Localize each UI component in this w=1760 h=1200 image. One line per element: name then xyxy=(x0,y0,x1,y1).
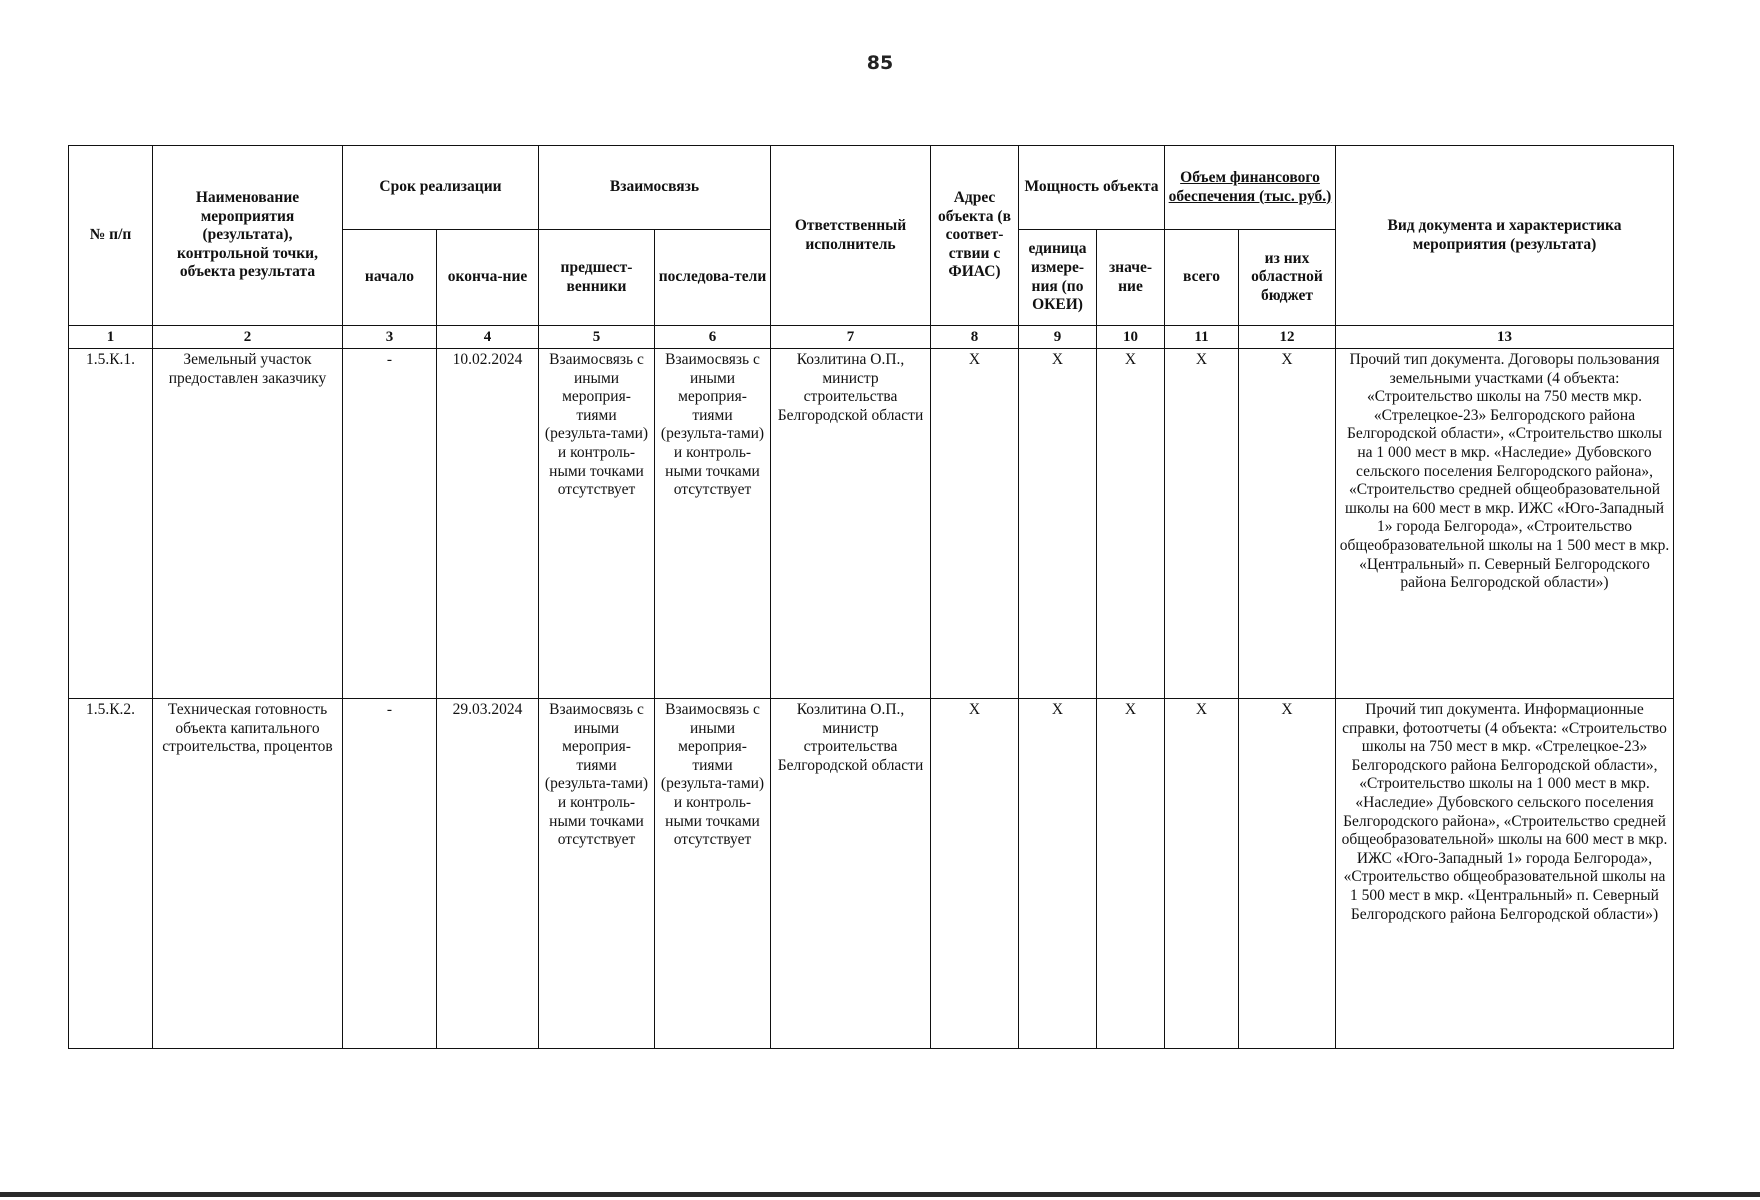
column-number: 1 xyxy=(69,326,153,349)
header-capacity: Мощность объекта xyxy=(1019,146,1165,230)
cell-end: 29.03.2024 xyxy=(437,699,539,1049)
table-row xyxy=(69,349,1674,699)
cell-name: Земельный участок предоставлен заказчику xyxy=(153,349,343,699)
cell-next: Взаимосвязь с иными мероприя-тиями (результа-тами) и контроль-ными точками отсутствует xyxy=(655,699,771,1049)
column-number: 2 xyxy=(153,326,343,349)
cell-address: X xyxy=(931,699,1019,1049)
cell-regional: X xyxy=(1239,349,1336,699)
header-num: № п/п xyxy=(69,146,153,326)
header-address: Адрес объекта (в соответ-ствии с ФИАС) xyxy=(931,146,1019,326)
cell-value: X xyxy=(1097,349,1165,699)
header-finance-text: Объем финансового обеспечения (тыс. руб.) xyxy=(1168,168,1332,205)
cell-address: X xyxy=(931,349,1019,699)
header-link-next: последова-тели xyxy=(655,230,771,326)
column-number: 7 xyxy=(771,326,931,349)
column-number-row xyxy=(69,326,1674,349)
cell-responsible: Козлитина О.П., министр строительства Белгородской области xyxy=(771,699,931,1049)
column-number: 10 xyxy=(1097,326,1165,349)
header-term: Срок реализации xyxy=(343,146,539,230)
cell-next: Взаимосвязь с иными мероприя-тиями (результа-тами) и контроль-ными точками отсутствует xyxy=(655,349,771,699)
header-link-prev: предшест-венники xyxy=(539,230,655,326)
header-term-end: оконча-ние xyxy=(437,230,539,326)
header-capacity-value: значе-ние xyxy=(1097,230,1165,326)
column-number: 11 xyxy=(1165,326,1239,349)
cell-total: X xyxy=(1165,349,1239,699)
cell-regional: X xyxy=(1239,699,1336,1049)
header-responsible: Ответственный исполнитель xyxy=(771,146,931,326)
header-name: Наименование мероприятия (результата), контрольной точки, объекта результата xyxy=(153,146,343,326)
column-number: 8 xyxy=(931,326,1019,349)
cell-unit: X xyxy=(1019,699,1097,1049)
cell-unit: X xyxy=(1019,349,1097,699)
cell-num: 1.5.К.1. xyxy=(69,349,153,699)
column-number: 6 xyxy=(655,326,771,349)
header-term-start: начало xyxy=(343,230,437,326)
cell-responsible: Козлитина О.П., министр строительства Белгородской области xyxy=(771,349,931,699)
column-number: 12 xyxy=(1239,326,1336,349)
header-finance xyxy=(1165,146,1336,230)
column-number: 5 xyxy=(539,326,655,349)
cell-doc: Прочий тип документа. Информационные справки, фотоотчеты (4 объекта: «Строительство школы на 750 мест в мкр. «Стрелецкое-23» Белгородского района Белгородской области», «Строительство школы на 1 000 мест в мкр. «Наследие» Дубовского сельского поселения Белгородского района», «Строительство средней общеобразовательной» школы на 600 мест в мкр. ИЖС «Юго-Западный 1» города Белгорода», «Строительство общеобразовательной школы на 1 500 мест в мкр. «Центральный» п. Северный Белгородского района Белгородской области») xyxy=(1336,699,1674,1049)
cell-value: X xyxy=(1097,699,1165,1049)
header-link: Взаимосвязь xyxy=(539,146,771,230)
header-finance-regional: из них областной бюджет xyxy=(1239,230,1336,326)
cell-prev: Взаимосвязь с иными мероприя-тиями (результа-тами) и контроль-ными точками отсутствует xyxy=(539,349,655,699)
header-capacity-unit: единица измере-ния (по ОКЕИ) xyxy=(1019,230,1097,326)
column-number: 13 xyxy=(1336,326,1674,349)
page-bottom-edge xyxy=(0,1192,1760,1197)
column-number: 3 xyxy=(343,326,437,349)
column-number: 4 xyxy=(437,326,539,349)
cell-start: - xyxy=(343,699,437,1049)
header-finance-total: всего xyxy=(1165,230,1239,326)
cell-name: Техническая готовность объекта капитального строительства, процентов xyxy=(153,699,343,1049)
header-row-top xyxy=(69,146,1674,230)
cell-num: 1.5.К.2. xyxy=(69,699,153,1049)
cell-end: 10.02.2024 xyxy=(437,349,539,699)
header-doc: Вид документа и характеристика мероприятия (результата) xyxy=(1336,146,1674,326)
column-number: 9 xyxy=(1019,326,1097,349)
page-number: 85 xyxy=(866,52,894,74)
cell-start: - xyxy=(343,349,437,699)
cell-prev: Взаимосвязь с иными мероприя-тиями (результа-тами) и контроль-ными точками отсутствует xyxy=(539,699,655,1049)
cell-total: X xyxy=(1165,699,1239,1049)
cell-doc: Прочий тип документа. Договоры пользования земельными участками (4 объекта: «Строительство школы на 750 меств мкр. «Стрелецкое-23» Белгородского района Белгородской области», «Строительство школы на 1 000 мест в мкр. «Наследие» Дубовского сельского поселения Белгородского района», «Строительство средней общеобразовательной школы на 600 мест в мкр. ИЖС «Юго-Западный 1» города Белгорода», «Строительство общеобразовательной школы на 1 500 мест в мкр. «Центральный» п. Северный Белгородского района Белгородской области») xyxy=(1336,349,1674,699)
table-row xyxy=(69,699,1674,1049)
plan-table xyxy=(68,145,1674,1049)
